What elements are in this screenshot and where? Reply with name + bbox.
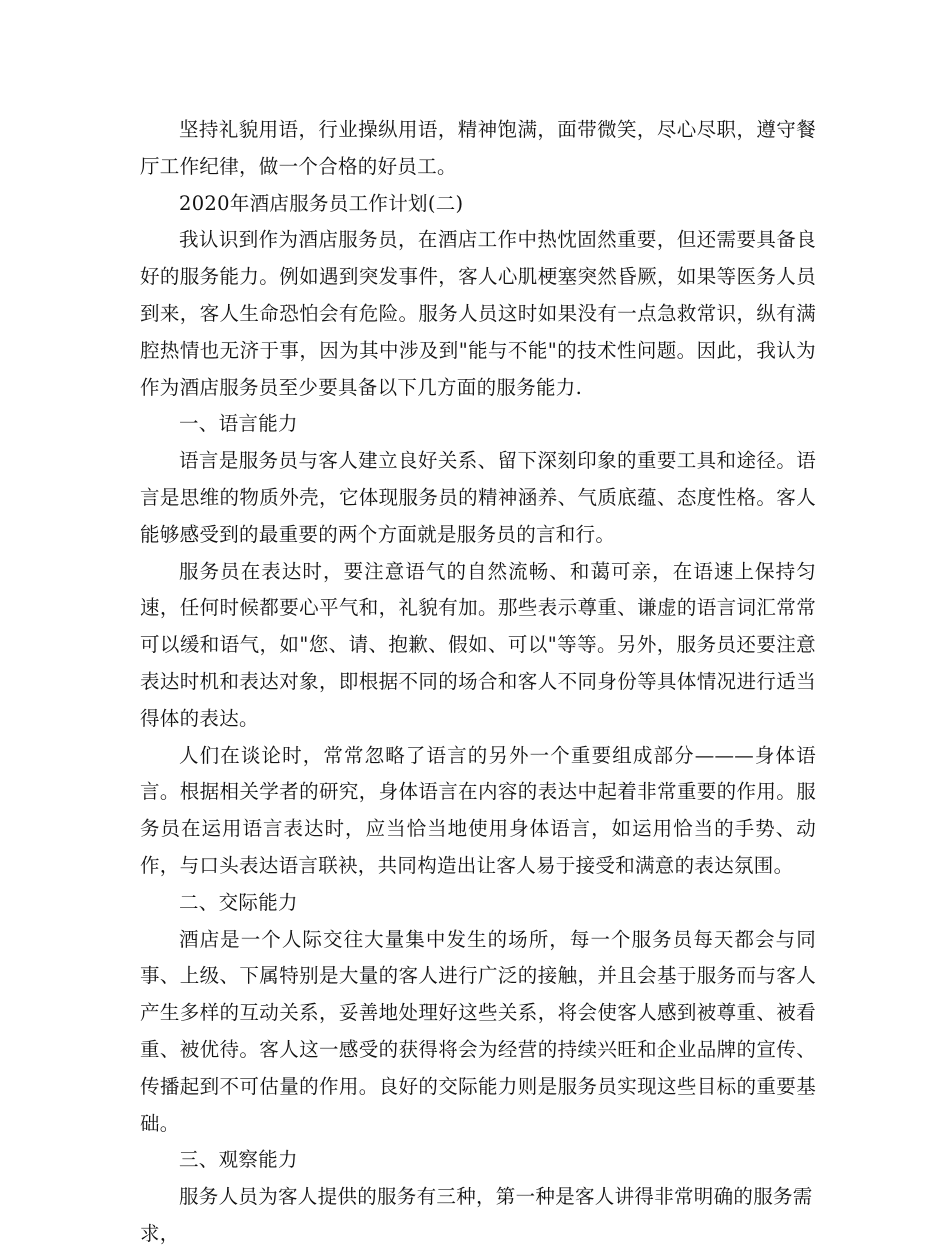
paragraph-work-discipline: 坚持礼貌用语，行业操纵用语，精神饱满，面带微笑，尽心尽职，遵守餐厅工作纪律，做一个合格的好员工。 — [140, 118, 816, 178]
paragraph-language-1: 语言是服务员与客人建立良好关系、留下深刻印象的重要工具和途径。语言是思维的物质外壳，它体现服务员的精神涵养、气质底蕴、态度性格。客人能够感受到的最重要的两个方面就是服务员的言和行。 — [140, 449, 816, 546]
paragraph-social: 酒店是一个人际交往大量集中发生的场所，每一个服务员每天都会与同事、上级、下属特别是大量的客人进行广泛的接触，并且会基于服务而与客人产生多样的互动关系，妥善地处理好这些关系，将会使客人感到被尊重、被看重、被优待。客人这一感受的获得将会为经营的持续兴旺和企业品牌的宣传、传播起到不可估量的作用。良好的交际能力则是服务员实现这些目标的重要基础。 — [140, 927, 816, 1135]
paragraph-observation: 服务人员为客人提供的服务有三种，第一种是客人讲得非常明确的服务需求， — [140, 1185, 813, 1245]
heading-language-ability: 一、语言能力 — [179, 412, 298, 436]
heading-observation-ability: 三、观察能力 — [179, 1148, 298, 1172]
paragraph-intro: 我认识到作为酒店服务员，在酒店工作中热忱固然重要，但还需要具备良好的服务能力。例如遇到突发事件，客人心肌梗塞突然昏厥，如果等医务人员到来，客人生命恐怕会有危险。服务人员这时如果没有一点急救常识，纵有满腔热情也无济于事，因为其中涉及到"能与不能"的技术性问题。因此，我认为作为酒店服务员至少要具备以下几方面的服务能力. — [140, 228, 816, 399]
paragraph-language-3: 人们在谈论时，常常忽略了语言的另外一个重要组成部分———身体语言。根据相关学者的研究，身体语言在内容的表达中起着非常重要的作用。服务员在运用语言表达时，应当恰当地使用身体语言，如运用恰当的手势、动作，与口头表达语言联袂，共同构造出让客人易于接受和满意的表达氛围。 — [140, 743, 816, 877]
heading-social-ability: 二、交际能力 — [179, 890, 298, 914]
document-page — [140, 112, 816, 1253]
section-title: 2020年酒店服务员工作计划(二) — [179, 191, 464, 215]
paragraph-language-2: 服务员在表达时，要注意语气的自然流畅、和蔼可亲，在语速上保持匀速，任何时候都要心平气和，礼貌有加。那些表示尊重、谦虚的语言词汇常常可以缓和语气，如"您、请、抱歉、假如、可以"等等。另外，服务员还要注意表达时机和表达对象，即根据不同的场合和客人不同身份等具体情况进行适当得体的表达。 — [140, 559, 816, 730]
